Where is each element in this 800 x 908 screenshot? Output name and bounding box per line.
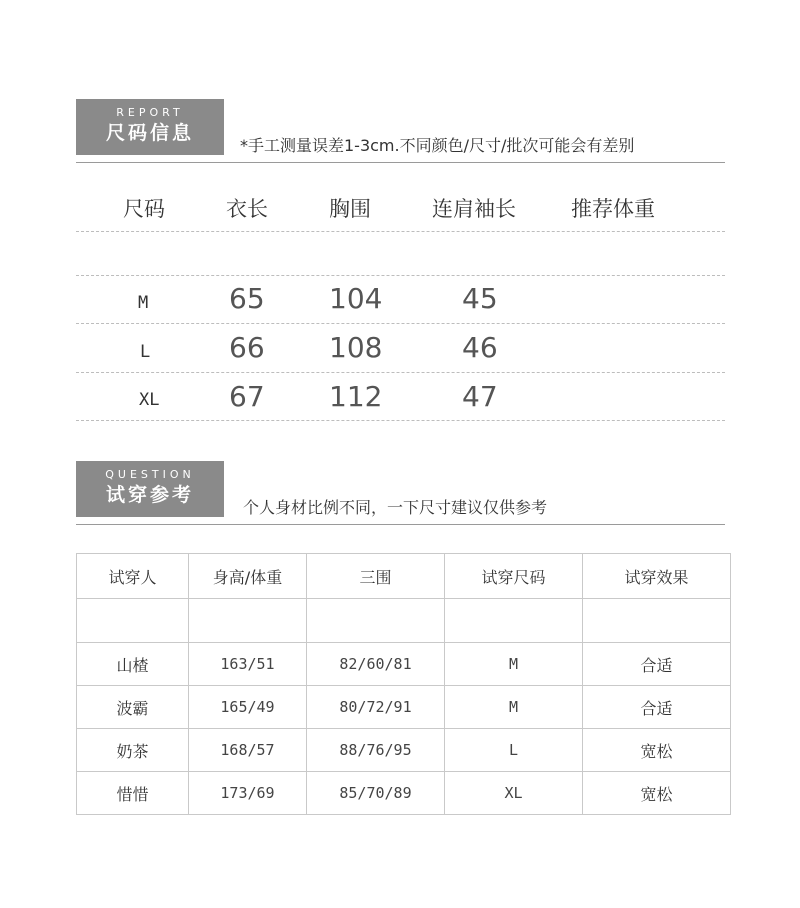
- empty-cell: [189, 599, 307, 643]
- size-cell: M: [138, 293, 149, 313]
- table-header-row: [77, 554, 731, 599]
- chest-cell: 112: [329, 380, 383, 413]
- empty-cell: [77, 599, 189, 643]
- report-tag-title: 尺码信息: [105, 122, 194, 144]
- sleeve-cell: 45: [462, 282, 498, 315]
- question-note: 个人身材比例不同，一下尺寸建议仅供参考: [243, 498, 548, 517]
- try-effect: 合适: [583, 643, 731, 686]
- size-header-weight: 推荐体重: [571, 197, 655, 221]
- question-tag-title: 试穿参考: [105, 484, 194, 506]
- tester-name: 山楂: [77, 643, 189, 686]
- tester-name: 惜惜: [77, 772, 189, 815]
- measurements: 82/60/81: [307, 643, 445, 686]
- size-cell: L: [140, 342, 151, 362]
- try-effect: 宽松: [583, 729, 731, 772]
- try-size: XL: [445, 772, 583, 815]
- measurements: 80/72/91: [307, 686, 445, 729]
- report-rule: [76, 162, 725, 163]
- question-tag: [76, 461, 224, 517]
- size-header-chest: 胸围: [329, 197, 371, 221]
- tester-name: 奶茶: [77, 729, 189, 772]
- try-effect: 宽松: [583, 772, 731, 815]
- length-cell: 66: [229, 331, 265, 364]
- header-try-effect: 试穿效果: [583, 554, 731, 599]
- size-header-length: 衣长: [226, 197, 268, 221]
- sleeve-cell: 46: [462, 331, 498, 364]
- empty-cell: [445, 599, 583, 643]
- table-row-empty: [77, 599, 731, 643]
- length-cell: 67: [229, 380, 265, 413]
- length-cell: 65: [229, 282, 265, 315]
- header-measurements: 三围: [307, 554, 445, 599]
- header-tester: 试穿人: [77, 554, 189, 599]
- table-row: [77, 643, 731, 686]
- report-tag: [76, 99, 224, 155]
- sleeve-cell: 47: [462, 380, 498, 413]
- table-row: [77, 729, 731, 772]
- divider: [76, 323, 725, 324]
- measurements: 88/76/95: [307, 729, 445, 772]
- measurements: 85/70/89: [307, 772, 445, 815]
- height-weight: 163/51: [189, 643, 307, 686]
- try-size: M: [445, 643, 583, 686]
- try-size: L: [445, 729, 583, 772]
- try-effect: 合适: [583, 686, 731, 729]
- question-tag-en: QUESTION: [105, 468, 195, 481]
- divider: [76, 420, 725, 421]
- question-rule: [76, 524, 725, 525]
- header-height-weight: 身高/体重: [189, 554, 307, 599]
- height-weight: 165/49: [189, 686, 307, 729]
- size-header-sleeve: 连肩袖长: [432, 197, 516, 221]
- size-header-size: 尺码: [123, 197, 165, 221]
- try-on-table: [76, 553, 731, 815]
- height-weight: 168/57: [189, 729, 307, 772]
- table-row: [77, 772, 731, 815]
- chest-cell: 108: [329, 331, 383, 364]
- header-try-size: 试穿尺码: [445, 554, 583, 599]
- report-note: *手工测量误差1-3cm.不同颜色/尺寸/批次可能会有差别: [240, 136, 635, 155]
- divider: [76, 275, 725, 276]
- chest-cell: 104: [329, 282, 383, 315]
- size-cell: XL: [139, 390, 160, 410]
- try-size: M: [445, 686, 583, 729]
- divider: [76, 231, 725, 232]
- table-row: [77, 686, 731, 729]
- empty-cell: [307, 599, 445, 643]
- divider: [76, 372, 725, 373]
- tester-name: 波霸: [77, 686, 189, 729]
- height-weight: 173/69: [189, 772, 307, 815]
- report-tag-en: REPORT: [116, 106, 184, 119]
- empty-cell: [583, 599, 731, 643]
